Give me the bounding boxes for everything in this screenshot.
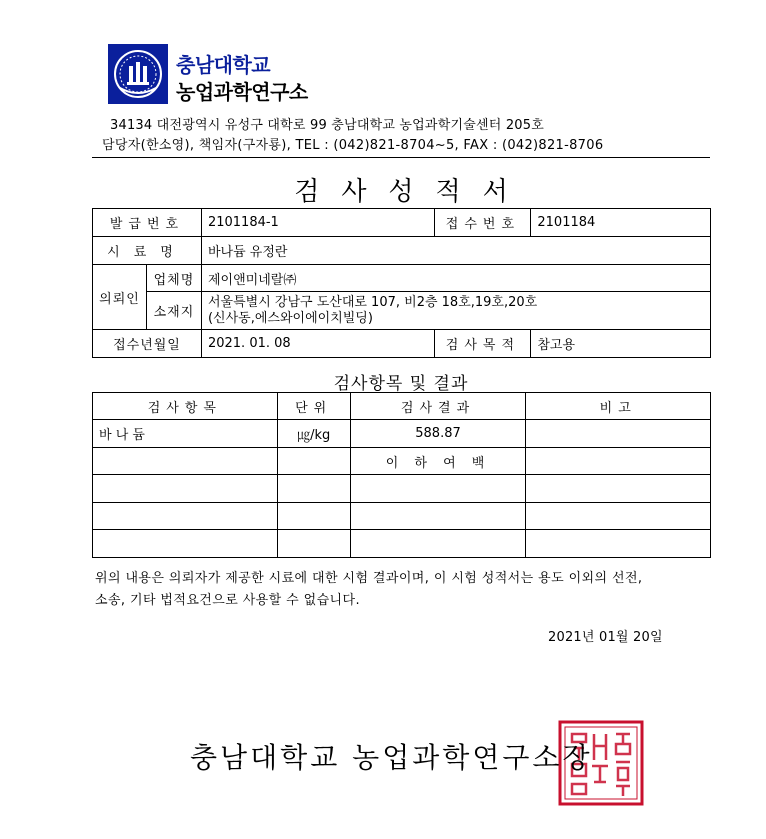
- remark-cell: [526, 503, 711, 530]
- item-cell: [93, 530, 278, 558]
- remark-cell: [526, 448, 711, 475]
- table-row: [93, 503, 711, 530]
- results-table: [92, 392, 711, 558]
- receipt-no-label: 접수번호: [435, 209, 531, 237]
- item-cell: [93, 448, 278, 475]
- unit-cell: [277, 503, 350, 530]
- table-row: [93, 475, 711, 503]
- unit-cell: [277, 530, 350, 558]
- company-value: 제이앤미네랄㈜: [201, 265, 710, 292]
- result-cell: [350, 530, 526, 558]
- table-row: [93, 530, 711, 558]
- sample-value: 바나듐 유정란: [201, 237, 710, 265]
- company-label: 업체명: [146, 265, 201, 292]
- client-label: 의뢰인: [93, 265, 147, 330]
- divider: [92, 157, 710, 158]
- location-value: [201, 292, 710, 330]
- item-cell: [93, 475, 278, 503]
- org-name-line1: 충남대학교: [176, 53, 271, 77]
- org-address: 34134 대전광역시 유성구 대학로 99 충남대학교 농업과학기술센터 205호: [110, 118, 544, 133]
- info-table: [92, 208, 711, 358]
- receipt-date-label: 접수년월일: [93, 330, 202, 358]
- document-title: 검사성적서: [294, 177, 530, 207]
- purpose-value: 참고용: [531, 330, 711, 358]
- results-section-title: 검사항목 및 결과: [333, 374, 469, 394]
- unit-cell: ㎍/kg: [277, 420, 350, 448]
- remark-cell: [526, 420, 711, 448]
- table-row: [93, 420, 711, 448]
- signoff-title: 충남대학교 농업과학연구소장: [190, 741, 593, 774]
- issue-no-value: 2101184-1: [201, 209, 434, 237]
- purpose-label: 검사목적: [435, 330, 531, 358]
- result-cell: 588.87: [350, 420, 526, 448]
- receipt-date-value: 2021. 01. 08: [201, 330, 434, 358]
- unit-cell: [277, 448, 350, 475]
- unit-cell: [277, 475, 350, 503]
- remark-cell: [526, 530, 711, 558]
- result-cell: [350, 503, 526, 530]
- item-cell: 바 나 듐: [93, 420, 278, 448]
- issue-date: 2021년 01월 20일: [548, 630, 663, 645]
- item-cell: [93, 503, 278, 530]
- issue-no-label: 발급번호: [93, 209, 202, 237]
- location-line1: 서울특별시 강남구 도산대로 107, 비2층 18호,19호,20호: [207, 294, 538, 310]
- notice-text: [95, 568, 715, 612]
- table-row: [93, 448, 711, 475]
- location-line2: (신사동,에스와이에이치빌딩): [207, 310, 373, 326]
- header-remark: 비고: [526, 393, 711, 420]
- location-label: 소재지: [146, 292, 201, 330]
- sample-label: 시료명: [93, 237, 202, 265]
- remark-cell: [526, 475, 711, 503]
- result-cell: 이 하 여 백: [350, 448, 526, 475]
- header-unit: 단위: [277, 393, 350, 420]
- org-contact: 담당자(한소영), 책임자(구자룡), TEL : (042)821-8704~5, FAX : (042)821-8706: [102, 138, 604, 153]
- receipt-no-value: 2101184: [531, 209, 711, 237]
- org-name-line2: 농업과학연구소: [176, 80, 308, 104]
- result-cell: [350, 475, 526, 503]
- notice-line2: 소송, 기타 법적요건으로 사용할 수 없습니다.: [95, 593, 360, 608]
- notice-line1: 위의 내용은 의뢰자가 제공한 시료에 대한 시험 결과이며, 이 시험 성적서는 용도 이외의 선전,: [95, 571, 643, 586]
- header-result: 검사결과: [350, 393, 526, 420]
- university-emblem-icon: [108, 44, 168, 104]
- header-item: 검사항목: [93, 393, 278, 420]
